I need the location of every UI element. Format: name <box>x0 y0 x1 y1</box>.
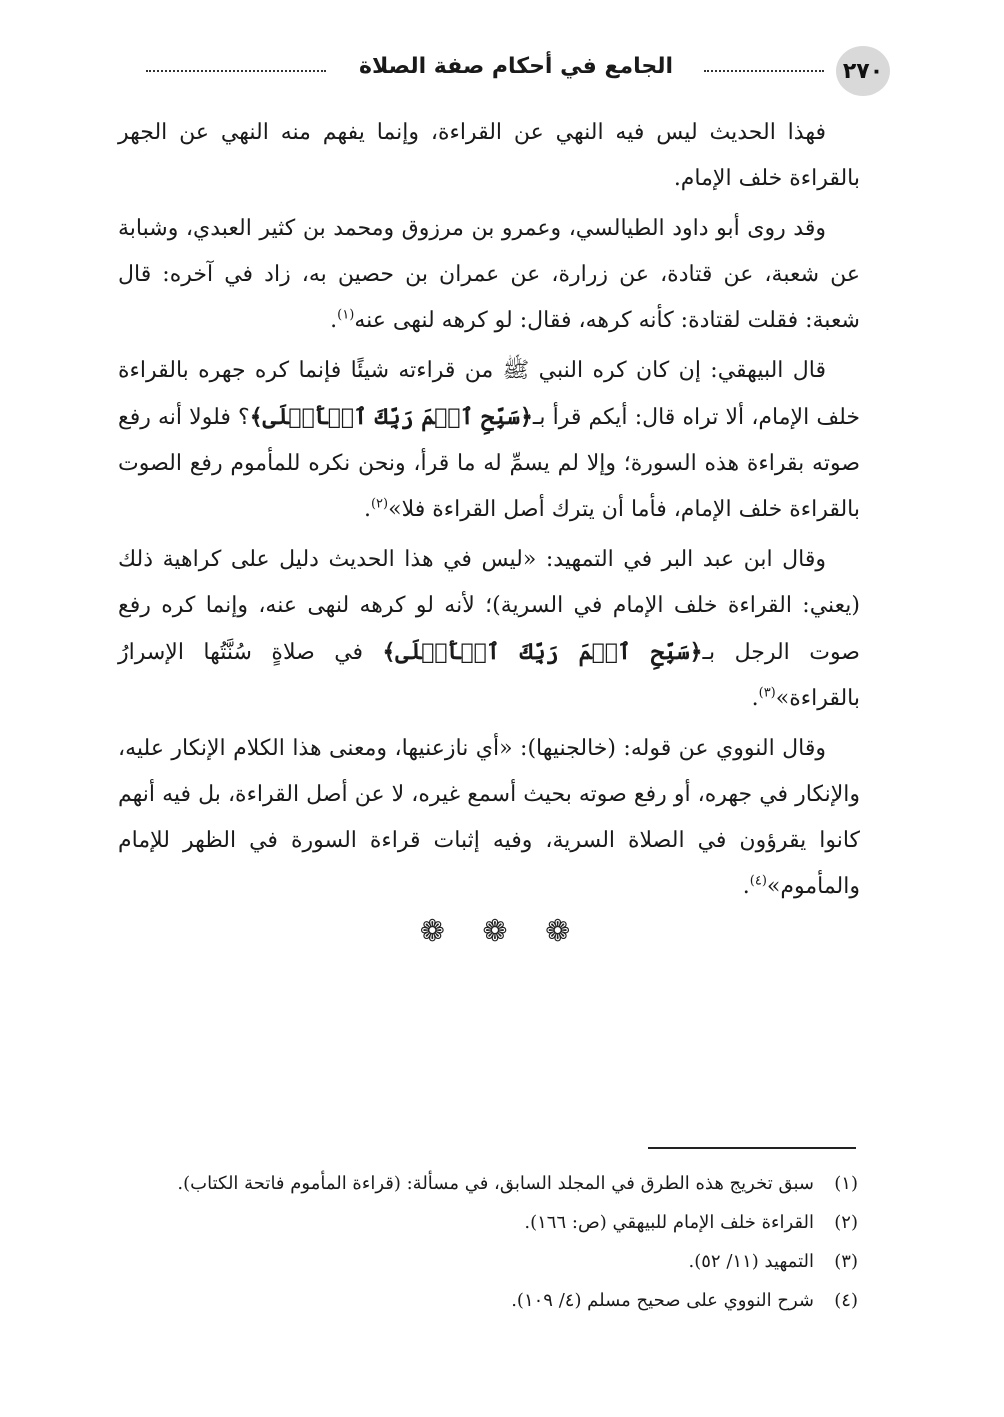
footnote-number: (١) <box>834 1173 858 1194</box>
footnote-text: شرح النووي على صحيح مسلم (٤/ ١٠٩). <box>511 1290 814 1311</box>
paragraph-3-tail: . <box>363 497 371 522</box>
header-dotted-line-left <box>146 70 326 72</box>
main-text <box>118 110 860 914</box>
paragraph-5-text: وقال النووي عن قوله: (خالجنيها): «أي نازعنيها، ومعنى هذا الكلام الإنكار عليه، والإنكار في جهره، أو رفع صوته بحيث أسمع غيره، لا عن أصل القراءة، بل فيه أنهم كانوا يقرؤون في الصلاة السرية، وفيه إثبات قراءة السورة في الظهر للإمام والمأموم» <box>118 736 860 899</box>
footnote-text: سبق تخريج هذه الطرق في المجلد السابق، في مسألة: (قراءة المأموم فاتحة الكتاب). <box>177 1173 814 1194</box>
paragraph-4-text-b: في صلاةٍ سُنَّتُها الإسرارُ بالقراءة» <box>118 640 860 711</box>
paragraph-3 <box>118 348 860 533</box>
quran-verse: ﴿سَبِّحِ ٱسۡمَ رَبِّكَ ٱلۡأَعۡلَى﴾ <box>382 639 703 665</box>
footnote-number: (٢) <box>834 1212 858 1233</box>
footnote-ref-2[interactable]: (٢) <box>370 496 389 512</box>
paragraph-1-text: فهذا الحديث ليس فيه النهي عن القراءة، وإنما يفهم منه النهي عن الجهر بالقراءة خلف الإمام. <box>118 120 860 191</box>
footnotes <box>118 1164 858 1320</box>
paragraph-5-tail: . <box>742 874 750 899</box>
paragraph-3-text-a: قال البيهقي: إن كان كره النبي ﷺ من قراءته شيئًا فإنما كره جهره بالقراءة خلف الإمام، ألا تراه قال: أيكم قرأ بـ <box>118 358 861 430</box>
page-header <box>146 44 890 104</box>
paragraph-2 <box>118 206 860 344</box>
footnote-item <box>118 1281 858 1320</box>
footnote-item <box>118 1242 858 1281</box>
paragraph-4-tail: . <box>751 686 759 711</box>
page-number: ٢٧٠ <box>836 46 890 96</box>
quran-verse: ﴿سَبِّحِ ٱسۡمَ رَبِّكَ ٱلۡأَعۡلَى﴾ <box>249 404 533 430</box>
paragraph-2-tail: . <box>330 308 338 333</box>
footnote-text: التمهيد (١١/ ٥٢). <box>688 1251 814 1272</box>
flower-ornament-separator: ❁ ❁ ❁ <box>419 914 585 949</box>
header-dotted-line-right <box>704 70 824 72</box>
paragraph-5 <box>118 726 860 910</box>
footnote-number: (٣) <box>834 1251 858 1272</box>
footnote-divider <box>648 1147 856 1149</box>
footnote-ref-3[interactable]: (٣) <box>758 685 776 701</box>
paragraph-3-text-b: ؟ فلولا أنه رفع صوته بقراءة هذه السورة؛ وإلا لم يسمِّ له ما قرأ، ونحن نكره للمأموم رفع الصوت بالقراءة خلف الإمام، فأما أن يترك أصل القراءة فلا» <box>118 405 860 522</box>
paragraph-4 <box>118 537 860 722</box>
footnote-item <box>118 1164 858 1203</box>
footnote-number: (٤) <box>834 1290 858 1311</box>
footnote-item <box>118 1203 858 1242</box>
paragraph-4-text-a: وقال ابن عبد البر في التمهيد: «ليس في هذا الحديث دليل على كراهية ذلك (يعني: القراءة خلف الإمام في السرية)؛ لأنه لو كرهه لنهى عنه، وإنما كره رفع صوت الرجل بـ <box>118 547 860 665</box>
paragraph-2-text: وقد روى أبو داود الطيالسي، وعمرو بن مرزوق ومحمد بن كثير العبدي، وشبابة عن شعبة، عن قتادة، عن زرارة، عن عمران بن حصين به، زاد في آخره: قال شعبة: فقلت لقتادة: كأنه كرهه، فقال: لو كرهه لنهى عنه <box>118 216 860 333</box>
running-title: الجامع في أحكام صفة الصلاة <box>358 54 674 79</box>
paragraph-1 <box>118 110 860 202</box>
footnote-text: القراءة خلف الإمام للبيهقي (ص: ١٦٦). <box>524 1212 814 1233</box>
footnote-ref-4[interactable]: (٤) <box>749 873 767 889</box>
footnote-ref-1[interactable]: (١) <box>337 307 355 323</box>
